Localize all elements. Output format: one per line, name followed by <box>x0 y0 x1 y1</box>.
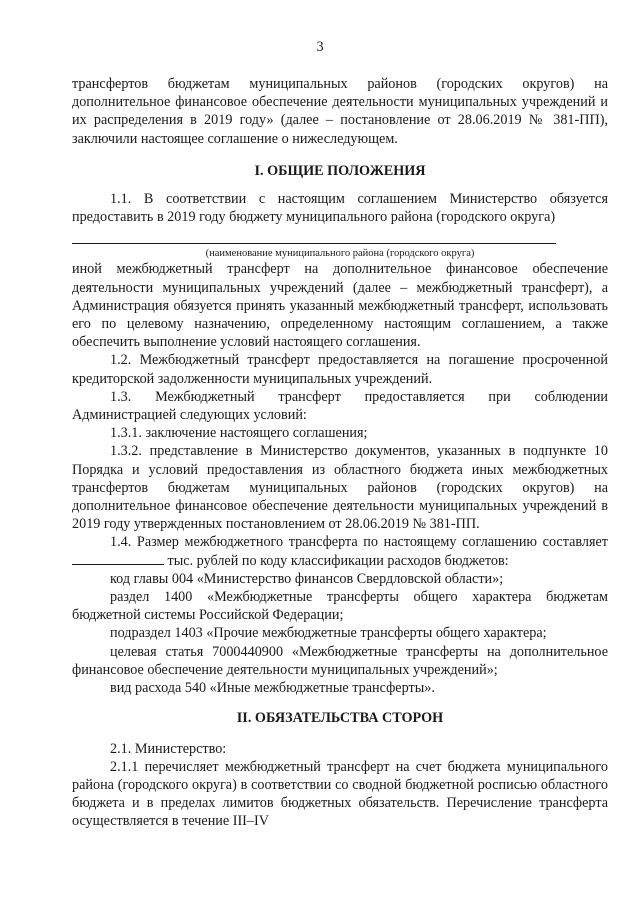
subsection-code: подраздел 1403 «Прочие межбюджетные трансферты общего характера; <box>110 625 547 642</box>
section-code: раздел 1400 «Межбюджетные трансферты общего характера бюджетам бюджетной системы Российской Федерации; <box>72 589 608 624</box>
section-1-title: I. ОБЩИЕ ПОЛОЖЕНИЯ <box>254 162 426 179</box>
clause-1-4-start: 1.4. Размер межбюджетного трансферта по настоящему соглашению составляет <box>110 534 608 551</box>
clause-1-4-end: тыс. рублей по коду классификации расходов бюджетов: <box>167 552 509 569</box>
municipality-name-caption: (наименование муниципального района (городского округа) <box>205 248 475 260</box>
intro-paragraph: трансфертов бюджетам муниципальных районов (городских округов) на дополнительное финансовое обеспечение деятельности муниципальных учреждений и их распределения в 2019 году» (далее – постановление от 28.06.2019 № 381-ПП), заключили настоящее соглашение о нижеследующем. <box>72 76 608 147</box>
clause-2-1: 2.1. Министерство: <box>110 740 227 757</box>
clause-1-2: 1.2. Межбюджетный трансферт предоставляется на погашение просроченной кредиторской задолженности муниципальных учреждений. <box>72 352 608 387</box>
clause-1-3-1: 1.3.1. заключение настоящего соглашения; <box>110 425 368 442</box>
section-2-title: II. ОБЯЗАТЕЛЬСТВА СТОРОН <box>236 710 444 727</box>
clause-1-3: 1.3. Межбюджетный трансферт предоставляется при соблюдении Администрацией следующих условий: <box>72 388 608 424</box>
clause-2-1-1: 2.1.1 перечисляет межбюджетный трансферт на счет бюджета муниципального района (городского округа) в соответствии со сводной бюджетной росписью областного бюджета и в пределах лимитов бюджетных обязательств. Перечисление трансферта осуществляется в течение III–IV <box>72 758 608 830</box>
expense-type-code: вид расхода 540 «Иные межбюджетные трансферты». <box>110 680 435 697</box>
amount-blank <box>72 552 164 565</box>
page-number: 3 <box>316 39 324 55</box>
target-item-code: целевая статья 7000440900 «Межбюджетные трансферты на дополнительное финансовое обеспечение деятельности муниципальных учреждений»; <box>72 643 608 678</box>
clause-1-1: 1.1. В соответствии с настоящим соглашением Министерство обязуется предоставить в 2019 году бюджету муниципального района (городского округа) <box>72 191 608 226</box>
clause-1-4 <box>72 533 608 569</box>
clause-1-1-continuation: иной межбюджетный трансферт на дополнительное финансовое обеспечение деятельности муниципальных учреждений (далее – межбюджетный трансферт), а Администрация обязуется принять указанный межбюджетный трансферт, использовать его по целевому назначению, определенному настоящим соглашением, а также обеспечить выполнение условий настоящего соглашения. <box>72 261 608 351</box>
clause-1-3-2: 1.3.2. представление в Министерство документов, указанных в подпункте 10 Порядка и условий предоставления из областного бюджета иных межбюджетных трансфертов бюджетам муниципальных районов (городских округов) на дополнительное финансовое обеспечение деятельности муниципальных учреждений в 2019 году утвержденных постановлением от 28.06.2019 № 381-ПП. <box>72 443 608 533</box>
chapter-code: код главы 004 «Министерство финансов Свердловской области»; <box>110 570 504 587</box>
municipality-name-blank <box>72 243 556 244</box>
document-body <box>72 75 608 831</box>
